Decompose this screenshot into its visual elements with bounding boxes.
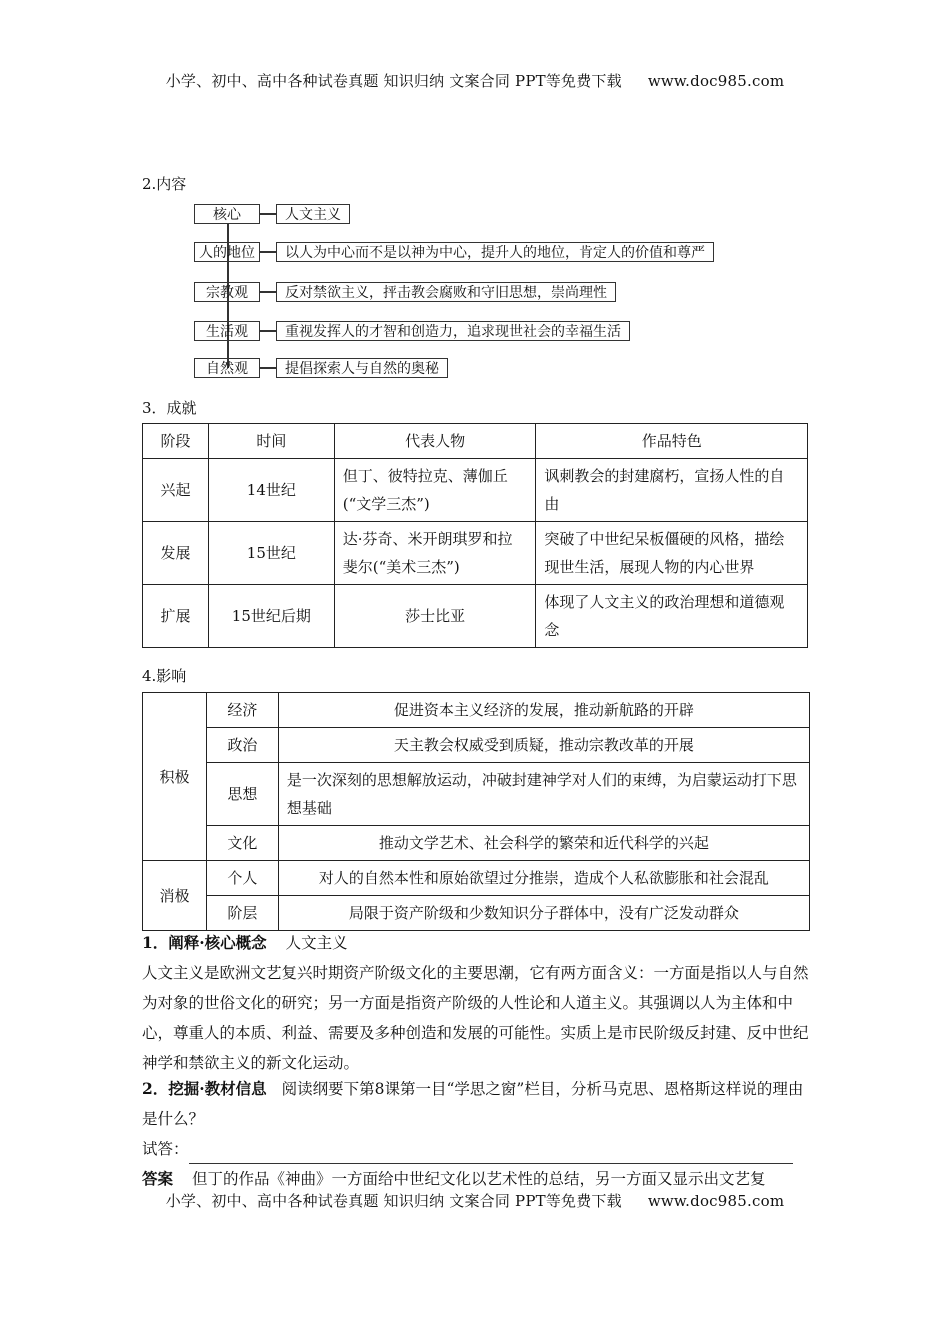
diagram-key: 自然观 xyxy=(194,358,260,378)
text-cell: 推动文学艺术、社会科学的繁荣和近代科学的兴起 xyxy=(278,826,809,861)
answer-blank[interactable] xyxy=(189,1145,793,1164)
diagram-link xyxy=(260,330,276,332)
diagram-row-religion xyxy=(194,281,616,303)
answer-label: 答案 xyxy=(142,1169,174,1188)
text-cell: 天主教会权威受到质疑，推动宗教改革的开展 xyxy=(278,728,809,763)
diagram-link xyxy=(260,367,276,369)
achievement-table xyxy=(142,423,808,648)
footer-text: 小学、初中、高中各种试卷真题 知识归纳 文案合同 PPT等免费下载 xyxy=(165,1192,622,1210)
diagram-link xyxy=(260,251,276,253)
page-footer xyxy=(0,1190,950,1211)
field-cell: 个人 xyxy=(206,861,278,896)
table-row xyxy=(143,826,810,861)
positive-label: 积极 xyxy=(143,693,207,861)
textbook-heading: 2．挖掘·教材信息 xyxy=(142,1079,267,1098)
achievement-title: 3．成就 xyxy=(142,399,197,417)
concept-term: 人文主义 xyxy=(285,934,348,952)
try-label: 试答： xyxy=(142,1140,189,1158)
try-answer-line xyxy=(142,1134,812,1164)
stage-cell: 兴起 xyxy=(143,459,209,522)
people-cell: 但丁、彼特拉克、薄伽丘(“文学三杰”) xyxy=(334,459,536,522)
footer-url[interactable]: www.doc985.com xyxy=(647,1192,785,1210)
answer-text: 但丁的作品《神曲》一方面给中世纪文化以艺术性的总结，另一方面又显示出文艺复 xyxy=(191,1170,766,1188)
header-cell: 时间 xyxy=(208,424,334,459)
header-cell: 代表人物 xyxy=(334,424,536,459)
table-row xyxy=(143,728,810,763)
concept-heading-line xyxy=(142,928,812,958)
diagram-value: 反对禁欲主义，抨击教会腐败和守旧思想，崇尚理性 xyxy=(276,282,616,302)
feature-cell: 体现了人文主义的政治理想和道德观念 xyxy=(536,585,808,648)
time-cell: 14世纪 xyxy=(208,459,334,522)
diagram-row-core xyxy=(194,203,350,225)
diagram-value: 以人为中心而不是以神为中心，提升人的地位，肯定人的价值和尊严 xyxy=(276,242,714,262)
influence-title: 4.影响 xyxy=(142,667,187,685)
concept-block xyxy=(142,928,812,1078)
people-cell: 达·芬奇、米开朗琪罗和拉斐尔(“美术三杰”) xyxy=(334,522,536,585)
table-row xyxy=(143,522,808,585)
header-cell: 阶段 xyxy=(143,424,209,459)
diagram-key: 核心 xyxy=(194,204,260,224)
header-cell: 作品特色 xyxy=(536,424,808,459)
header-url[interactable]: www.doc985.com xyxy=(647,72,785,90)
field-cell: 政治 xyxy=(206,728,278,763)
table-row xyxy=(143,585,808,648)
table-row xyxy=(143,693,810,728)
diagram-row-nature xyxy=(194,357,448,379)
diagram-value: 重视发挥人的才智和创造力，追求现世社会的幸福生活 xyxy=(276,321,630,341)
negative-label: 消极 xyxy=(143,861,207,931)
people-cell: 莎士比亚 xyxy=(334,585,536,648)
textbook-question-line xyxy=(142,1074,812,1134)
diagram-key: 生活观 xyxy=(194,321,260,341)
diagram-row-life xyxy=(194,320,630,342)
diagram-key: 人的地位 xyxy=(194,242,260,262)
table-row xyxy=(143,896,810,931)
feature-cell: 讽刺教会的封建腐朽，宣扬人性的自由 xyxy=(536,459,808,522)
table-row xyxy=(143,459,808,522)
textbook-block xyxy=(142,1074,812,1194)
time-cell: 15世纪后期 xyxy=(208,585,334,648)
field-cell: 文化 xyxy=(206,826,278,861)
diagram-link xyxy=(260,291,276,293)
feature-cell: 突破了中世纪呆板僵硬的风格，描绘现世生活，展现人物的内心世界 xyxy=(536,522,808,585)
stage-cell: 发展 xyxy=(143,522,209,585)
field-cell: 经济 xyxy=(206,693,278,728)
diagram-key: 宗教观 xyxy=(194,282,260,302)
stage-cell: 扩展 xyxy=(143,585,209,648)
content-section-title: 2.内容 xyxy=(142,175,187,193)
concept-body: 人文主义是欧洲文艺复兴时期资产阶级文化的主要思潮，它有两方面含义：一方面是指以人与自然为对象的世俗文化的研究；另一方面是指资产阶级的人性论和人道主义。其强调以人为主体和中心，尊重人的本质、利益、需要及多种创造和发展的可能性。实质上是市民阶级反封建、反中世纪神学和禁欲主义的新文化运动。 xyxy=(142,964,809,1072)
header-text: 小学、初中、高中各种试卷真题 知识归纳 文案合同 PPT等免费下载 xyxy=(165,72,622,90)
table-row xyxy=(143,861,810,896)
field-cell: 思想 xyxy=(206,763,278,826)
table-row xyxy=(143,763,810,826)
time-cell: 15世纪 xyxy=(208,522,334,585)
field-cell: 阶层 xyxy=(206,896,278,931)
concept-heading: 1．阐释·核心概念 xyxy=(142,933,267,952)
page-header xyxy=(0,70,950,91)
influence-table xyxy=(142,692,810,931)
text-cell: 对人的自然本性和原始欲望过分推崇，造成个人私欲膨胀和社会混乱 xyxy=(278,861,809,896)
text-cell: 局限于资产阶级和少数知识分子群体中，没有广泛发动群众 xyxy=(278,896,809,931)
diagram-value: 提倡探索人与自然的奥秘 xyxy=(276,358,448,378)
text-cell: 是一次深刻的思想解放运动，冲破封建神学对人们的束缚，为启蒙运动打下思想基础 xyxy=(278,763,809,826)
text-cell: 促进资本主义经济的发展，推动新航路的开辟 xyxy=(278,693,809,728)
diagram-value: 人文主义 xyxy=(276,204,350,224)
table-header-row xyxy=(143,424,808,459)
diagram-row-status xyxy=(194,241,714,263)
diagram-link xyxy=(260,213,276,215)
textbook-question: 阅读纲要下第8课第一目“学思之窗”栏目，分析马克思、恩格斯这样说的理由是什么？ xyxy=(142,1080,804,1128)
